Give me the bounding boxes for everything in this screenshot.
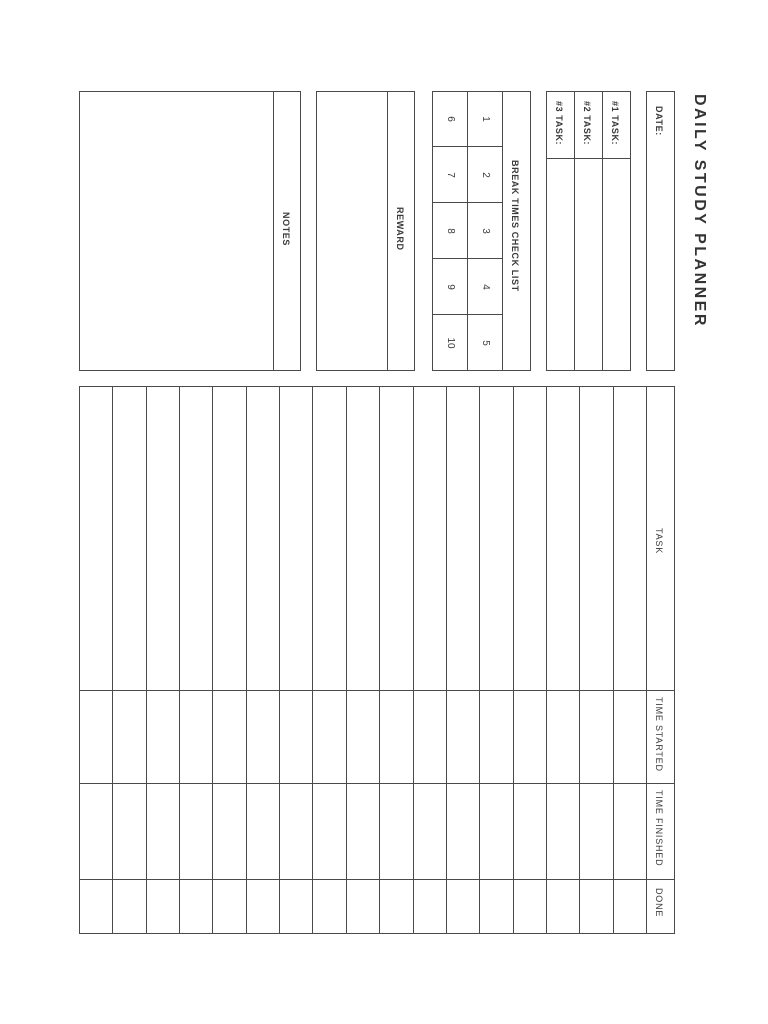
time-finished-cell[interactable] (147, 784, 179, 879)
done-cell[interactable] (347, 880, 379, 934)
notes-field[interactable] (80, 92, 273, 370)
time-started-cell[interactable] (614, 691, 646, 783)
done-cell[interactable] (580, 880, 613, 934)
task-cell[interactable] (580, 387, 613, 690)
break-checkbox-3[interactable]: 3 (480, 228, 491, 234)
task-cell[interactable] (80, 387, 112, 690)
break-checkbox-7[interactable]: 7 (445, 172, 456, 178)
task-cell[interactable] (347, 387, 379, 690)
task-1-label: #1 TASK: (610, 101, 620, 146)
reward-field[interactable] (317, 92, 387, 370)
done-cell[interactable] (380, 880, 413, 934)
task-cell[interactable] (447, 387, 479, 690)
time-started-cell[interactable] (414, 691, 446, 783)
time-started-cell[interactable] (180, 691, 212, 783)
done-cell[interactable] (180, 880, 212, 934)
time-finished-cell[interactable] (113, 784, 146, 879)
time-finished-cell[interactable] (480, 784, 513, 879)
task-cell[interactable] (247, 387, 279, 690)
done-cell[interactable] (280, 880, 312, 934)
time-finished-cell[interactable] (347, 784, 379, 879)
task-cell[interactable] (547, 387, 579, 690)
page-title: DAILY STUDY PLANNER (691, 94, 708, 328)
break-checkbox-1[interactable]: 1 (480, 116, 491, 122)
break-checkbox-9[interactable]: 9 (445, 284, 456, 290)
done-cell[interactable] (147, 880, 179, 934)
done-cell[interactable] (614, 880, 646, 934)
task-cell[interactable] (380, 387, 413, 690)
done-cell[interactable] (514, 880, 546, 934)
time-finished-cell[interactable] (80, 784, 112, 879)
done-column-header: DONE (654, 888, 664, 918)
break-checkbox-6[interactable]: 6 (445, 116, 456, 122)
task-cell[interactable] (514, 387, 546, 690)
time-started-cell[interactable] (514, 691, 546, 783)
notes-heading: NOTES (281, 212, 291, 247)
time-started-cell[interactable] (347, 691, 379, 783)
table-row-divider (646, 386, 647, 934)
break-checkbox-10[interactable]: 10 (445, 337, 456, 349)
task-cell[interactable] (113, 387, 146, 690)
done-cell[interactable] (80, 880, 112, 934)
time-started-cell[interactable] (247, 691, 279, 783)
task-cell[interactable] (313, 387, 346, 690)
task-cell[interactable] (147, 387, 179, 690)
date-label: DATE: (654, 106, 664, 136)
time-finished-cell[interactable] (447, 784, 479, 879)
time-started-cell[interactable] (113, 691, 146, 783)
time-finished-column-header: TIME FINISHED (654, 790, 664, 867)
done-cell[interactable] (414, 880, 446, 934)
time-finished-cell[interactable] (247, 784, 279, 879)
time-finished-cell[interactable] (213, 784, 246, 879)
break-checkbox-5[interactable]: 5 (480, 340, 491, 346)
done-cell[interactable] (480, 880, 513, 934)
done-cell[interactable] (313, 880, 346, 934)
time-started-cell[interactable] (80, 691, 112, 783)
time-started-cell[interactable] (547, 691, 579, 783)
time-finished-cell[interactable] (180, 784, 212, 879)
reward-heading: REWARD (395, 207, 405, 251)
done-cell[interactable] (447, 880, 479, 934)
time-finished-cell[interactable] (380, 784, 413, 879)
task-2-label: #2 TASK: (582, 101, 592, 146)
task-cell[interactable] (480, 387, 513, 690)
time-finished-cell[interactable] (414, 784, 446, 879)
time-started-cell[interactable] (447, 691, 479, 783)
done-cell[interactable] (547, 880, 579, 934)
time-started-cell[interactable] (213, 691, 246, 783)
time-finished-cell[interactable] (580, 784, 613, 879)
time-finished-cell[interactable] (614, 784, 646, 879)
time-started-cell[interactable] (480, 691, 513, 783)
task-cell[interactable] (614, 387, 646, 690)
task-cell[interactable] (280, 387, 312, 690)
done-cell[interactable] (113, 880, 146, 934)
done-cell[interactable] (213, 880, 246, 934)
time-started-cell[interactable] (280, 691, 312, 783)
task-cell[interactable] (414, 387, 446, 690)
task-3-label: #3 TASK: (554, 101, 564, 146)
task-cell[interactable] (180, 387, 212, 690)
time-finished-cell[interactable] (313, 784, 346, 879)
time-started-column-header: TIME STARTED (654, 697, 664, 772)
break-times-heading: BREAK TIMES CHECK LIST (510, 160, 520, 292)
task-cell[interactable] (213, 387, 246, 690)
task-column-header: TASK (654, 528, 664, 555)
time-started-cell[interactable] (313, 691, 346, 783)
time-started-cell[interactable] (147, 691, 179, 783)
time-started-cell[interactable] (580, 691, 613, 783)
break-checkbox-8[interactable]: 8 (445, 228, 456, 234)
time-finished-cell[interactable] (280, 784, 312, 879)
break-checkbox-2[interactable]: 2 (480, 172, 491, 178)
break-checkbox-4[interactable]: 4 (480, 284, 491, 290)
time-finished-cell[interactable] (547, 784, 579, 879)
time-started-cell[interactable] (380, 691, 413, 783)
time-finished-cell[interactable] (514, 784, 546, 879)
done-cell[interactable] (247, 880, 279, 934)
